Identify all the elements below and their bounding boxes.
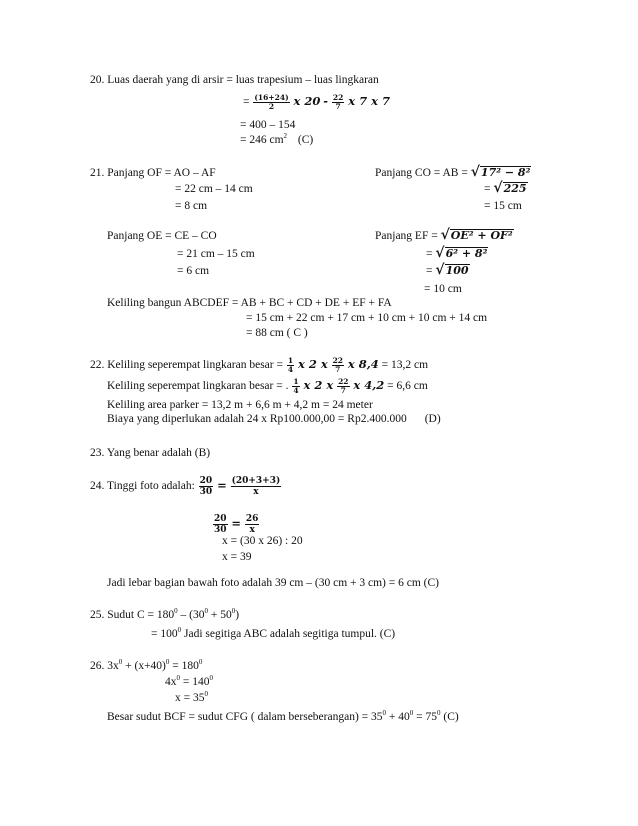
q21-keliling-line3: = 88 cm ( C )	[246, 327, 308, 339]
q26-line3: $x = 35^0$	[175, 690, 208, 704]
q21-keliling-line2: = 15 cm + 22 cm + 17 cm + 10 cm + 10 cm + 14 cm	[246, 312, 488, 324]
q21-oe-line2: = 21 cm – 15 cm	[177, 248, 255, 260]
q21-ef-line4: = 10 cm	[424, 283, 462, 295]
q20-line1: 20. Luas daerah yang di arsir = luas trapesium – luas lingkaran	[90, 74, 379, 86]
q22-line2: Keliling seperempat lingkaran besar = . $\frac{1}{4}$ x 2 x $\frac{22}{7}$ x 4,2 = 6,6 cm	[107, 377, 428, 395]
q21-co-line1: Panjang CO = AB = √ 17² − 8²	[375, 164, 531, 180]
q20-line4: = 246 $cm^2$ (C)	[240, 132, 314, 146]
q21-ef-line3: = √ 100	[426, 262, 469, 278]
q21-oe-line1: Panjang OE = CE – CO	[107, 230, 217, 242]
q20-formula: = $\frac{(16+24)}{2}$ x 20 - $\frac{22}{7}$ x 7 x 7	[243, 93, 390, 111]
q26-line4: Besar sudut BCF = sudut CFG ( dalam berseberangan) = $35^0 + 40^0 = 75^0$ (C)	[107, 709, 459, 723]
q21-ef-line2: = √ 6² + 8²	[426, 245, 488, 261]
q22-line3: Keliling area parker = 13,2 m + 6,6 m + 4,2 m = 24 meter	[107, 399, 373, 411]
q21-co-line3: = 15 cm	[484, 200, 522, 212]
q21-of-line2: = 22 cm – 14 cm	[175, 183, 253, 195]
q25-line2: = $100^0$ Jadi segitiga ABC adalah segitiga tumpul. (C)	[151, 626, 396, 640]
q20-frac-trapezium: $\frac{(16+24)}{2}$	[254, 93, 289, 111]
q21-of-line1: 21. Panjang OF = AO – AF	[90, 167, 216, 179]
q23-line: 23. Yang benar adalah (B)	[90, 447, 211, 459]
q22-line1: 22. Keliling seperempat lingkaran besar = $\frac{1}{4}$ x 2 x $\frac{22}{7}$ x 8,4 = 13,2 cm	[90, 356, 429, 374]
q24-line1: 24. Tinggi foto adalah: $\frac{20}{30}$ = $\frac{(20+3+3)}{x}$	[90, 476, 281, 497]
q20-frac-pi: $\frac{22}{7}$	[332, 93, 344, 111]
q21-co-line2: = √ 225	[484, 180, 527, 196]
q24-line2: $\frac{20}{30}$ = $\frac{26}{x}$	[214, 514, 259, 535]
q21-oe-line3: = 6 cm	[177, 265, 210, 277]
q24-line3: x = (30 x 26) : 20	[222, 535, 303, 547]
q21-ef-line1: Panjang EF = √ OE² + OF²	[375, 227, 513, 243]
q22-line4: Biaya yang diperlukan adalah 24 x Rp100.000,00 = Rp2.400.000 (D)	[107, 413, 441, 425]
q26-line2: $4x^0 = 140^0$	[165, 674, 213, 688]
q24-line4: x = 39	[222, 551, 252, 563]
q20-line3: = 400 – 154	[240, 119, 296, 131]
q25-line1: 25. Sudut $C = 180^0 - (30^0 + 50^0)$	[90, 607, 240, 621]
q24-line5: Jadi lebar bagian bawah foto adalah 39 cm – (30 cm + 3 cm) = 6 cm (C)	[107, 577, 439, 589]
q21-of-line3: = 8 cm	[175, 200, 208, 212]
q26-line1: 26. $3x^0 + (x+40)^0 = 180^0$	[90, 658, 203, 672]
q21-keliling-line1: Keliling bangun ABCDEF = AB + BC + CD + DE + EF + FA	[107, 297, 392, 309]
